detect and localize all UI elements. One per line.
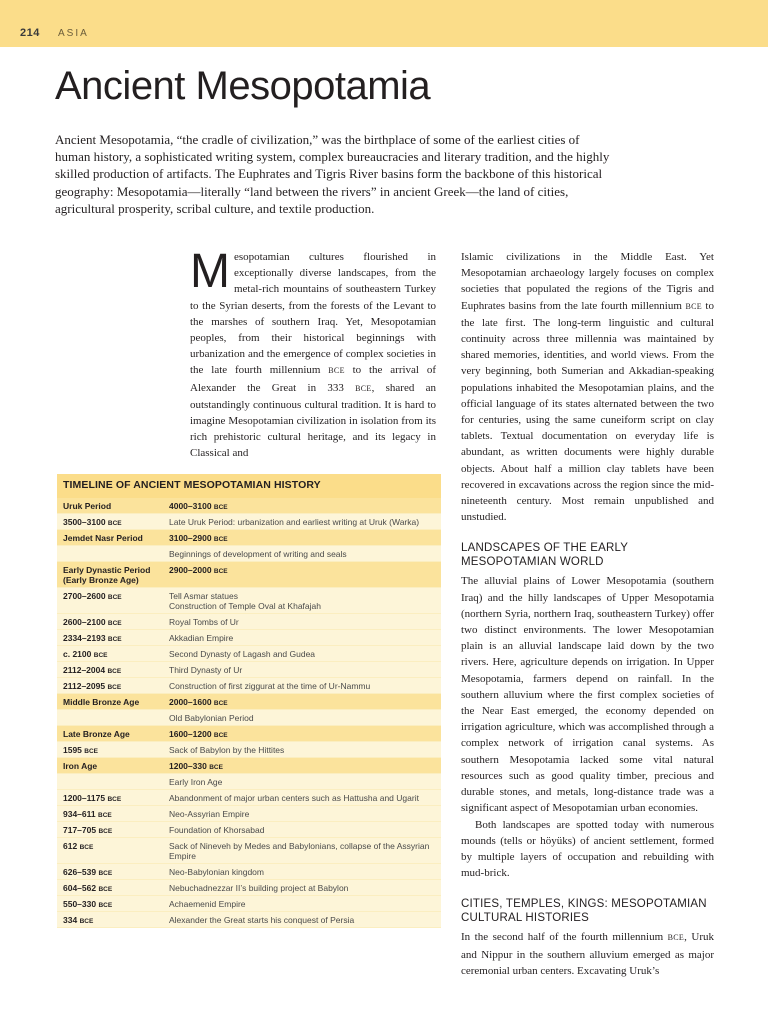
timeline-row xyxy=(57,774,441,790)
section-heading-cities: CITIES, TEMPLES, KINGS: MESOPOTAMIAN CULTURAL HISTORIES xyxy=(461,898,707,925)
timeline-period: 1595 BCE xyxy=(63,745,99,755)
drop-cap: M xyxy=(190,245,230,298)
section-heading-landscapes: LANDSCAPES OF THE EARLY MESOPOTAMIAN WORLD xyxy=(461,542,628,569)
timeline-row xyxy=(57,514,441,530)
timeline-period: c. 2100 BCE xyxy=(63,649,108,659)
timeline-description: Abandonment of major urban centers such as Hattusha and Ugarit xyxy=(169,793,419,803)
timeline-description: 2900–2000 BCE xyxy=(169,565,228,575)
timeline-row xyxy=(57,726,441,742)
body-paragraph: Islamic civilizations in the Middle East. Yet Mesopotamian archaeology largely focuses on complex societies that populated the regions of the Tigris and Euphrates basins from the late fourth millennium BCE to the late first. The long-term linguistic and cultural continuity across three millennia was maintained by shared memories, identities, and world views. From the very beginning, both Sumerian and Akkadian-speaking populations inhabited the Mesopotamian plains, and the official language of its states alternated between the two for centuries, using the same cuneiform script on clay tablets. Textual documentation on everyday life is abundant, as written documents were highly durable objects. About half a million clay tablets have been recovered in excavations across the region since the mid-nineteenth century. Most remain unpublished and unstudied. xyxy=(461,251,714,524)
timeline-row xyxy=(57,806,441,822)
timeline-title: TIMELINE OF ANCIENT MESOPOTAMIAN HISTORY xyxy=(57,474,441,498)
timeline-row xyxy=(57,546,441,562)
timeline-row xyxy=(57,588,441,614)
page-header-bar xyxy=(0,0,768,47)
timeline-period xyxy=(57,774,163,789)
timeline-description: 1200–330 BCE xyxy=(169,761,223,771)
timeline-period xyxy=(57,546,163,561)
timeline-description: Third Dynasty of Ur xyxy=(169,665,243,675)
timeline-period: Late Bronze Age xyxy=(63,729,130,739)
timeline-description: Foundation of Khorsabad xyxy=(169,825,265,835)
timeline-description: Construction of first ziggurat at the time of Ur-Nammu xyxy=(169,681,371,691)
timeline-row xyxy=(57,562,441,588)
timeline-period: 334 BCE xyxy=(63,915,94,925)
timeline-period: 717–705 BCE xyxy=(63,825,113,835)
timeline-row xyxy=(57,896,441,912)
timeline-period: 612 BCE xyxy=(63,841,94,851)
timeline-description: 1600–1200 BCE xyxy=(169,729,228,739)
timeline-description: Nebuchadnezzar II’s building project at Babylon xyxy=(169,883,349,893)
body-paragraph: The alluvial plains of Lower Mesopotamia (southern Iraq) and the hilly landscapes of Upper Mesopotamia (northern Syria, northern Iraq, southeastern Turkey) offer two distinct environments. The lower Mesopotamian plain is an alluvial landscape laid down by the two rivers. Here, agriculture depends on irrigation. In Upper Mesopotamia, farmers depend on rainfall. In the southern alluvium where the first complex societies of the Near East emerged, the economy depended on irrigation agriculture, which was accomplished through a complex network of irrigation canal systems. As southern Mesopotamia lacked some vital natural resources such as good quality timber, precious and durable stones, and metals, long-distance trade was a significant aspect of Mesopotamian urban economies. xyxy=(461,575,714,815)
timeline-description: 3100–2900 BCE xyxy=(169,533,228,543)
timeline-period: 3500–3100 BCE xyxy=(63,517,122,527)
timeline-description: Tell Asmar statues Construction of Temple Oval at Khafajah xyxy=(169,591,321,611)
timeline-row xyxy=(57,614,441,630)
timeline-description: Second Dynasty of Lagash and Gudea xyxy=(169,649,316,659)
timeline-row xyxy=(57,838,441,864)
timeline-period: 626–539 BCE xyxy=(63,867,113,877)
timeline-description: Neo-Babylonian kingdom xyxy=(169,867,264,877)
intro-paragraph: Ancient Mesopotamia, “the cradle of civilization,” was the birthplace of some of the earliest cities of human history, a sophisticated writing system, complex bureaucracies and literary tradition, and the highly skilled production of artifacts. The Euphrates and Tigris River basins form the backbone of this historical geography: Mesopotamia—literally “land between the rivers” in ancient Greek—the land of cities, agricultural prosperity, scribal culture, and textile production. xyxy=(55,132,610,216)
timeline-row xyxy=(57,742,441,758)
body-column-2 xyxy=(461,249,714,979)
timeline-description: Beginnings of development of writing and seals xyxy=(169,549,347,559)
timeline-row xyxy=(57,530,441,546)
timeline-period: Middle Bronze Age xyxy=(63,697,140,707)
timeline-row xyxy=(57,880,441,896)
timeline-row xyxy=(57,694,441,710)
timeline-description: Royal Tombs of Ur xyxy=(169,617,239,627)
timeline-description: 2000–1600 BCE xyxy=(169,697,228,707)
timeline-row xyxy=(57,758,441,774)
timeline-rows xyxy=(57,498,441,928)
timeline-period: 604–562 BCE xyxy=(63,883,113,893)
timeline-description: Old Babylonian Period xyxy=(169,713,254,723)
timeline-period xyxy=(57,710,163,725)
timeline-period: 2700–2600 BCE xyxy=(63,591,122,601)
section-label: ASIA xyxy=(58,28,89,39)
timeline-period: 2334–2193 BCE xyxy=(63,633,122,643)
body-paragraph: In the second half of the fourth millennium BCE, Uruk and Nippur in the southern alluvium emerged as major ceremonial urban centers. Excavating Uruk’s xyxy=(461,931,715,977)
timeline-description: Sack of Nineveh by Medes and Babylonians, collapse of the Assyrian Empire xyxy=(169,841,430,861)
body-column-1 xyxy=(190,245,437,462)
timeline-description: Late Uruk Period: urbanization and earliest writing at Uruk (Warka) xyxy=(169,517,420,527)
timeline-period: Jemdet Nasr Period xyxy=(63,533,143,543)
timeline-row xyxy=(57,710,441,726)
timeline-description: Neo-Assyrian Empire xyxy=(169,809,250,819)
body-paragraph: Both landscapes are spotted today with numerous mounds (tells or höyüks) of ancient settlement, formed by multiple layers of occupation and rebuilding with mud-brick. xyxy=(461,818,714,880)
timeline-description: 4000–3100 BCE xyxy=(169,501,228,511)
timeline-row xyxy=(57,646,441,662)
timeline-period: Early Dynastic Period (Early Bronze Age) xyxy=(63,565,151,585)
timeline-description: Sack of Babylon by the Hittites xyxy=(169,745,285,755)
timeline-table xyxy=(57,474,441,928)
timeline-row xyxy=(57,498,441,514)
timeline-period: Iron Age xyxy=(63,761,98,771)
timeline-period: 2600–2100 BCE xyxy=(63,617,122,627)
timeline-row xyxy=(57,790,441,806)
timeline-row xyxy=(57,912,441,928)
timeline-row xyxy=(57,630,441,646)
timeline-description: Early Iron Age xyxy=(169,777,223,787)
timeline-period: 934–611 BCE xyxy=(63,809,112,819)
timeline-period: 2112–2004 BCE xyxy=(63,665,122,675)
timeline-description: Akkadian Empire xyxy=(169,633,234,643)
timeline-row xyxy=(57,822,441,838)
timeline-period: 1200–1175 BCE xyxy=(63,793,122,803)
timeline-row xyxy=(57,662,441,678)
timeline-period: Uruk Period xyxy=(63,501,112,511)
body-paragraph: Mesopotamian cultures flourished in exceptionally diverse landscapes, from the metal-rich mountains of southeastern Turkey to the Syrian deserts, from the forests of the Levant to the marshes of southern Iraq. Yet, Mesopotamian peoples, from their historical beginnings with urbanization and the emergence of complex societies in the late fourth millennium BCE to the arrival of Alexander the Great in 333 BCE, shared an outstandingly continuous cultural tradition. It is hard to imagine Mesopotamian civilization in isolation from its rich prehistoric cultural heritage, and its legacy in Classical and xyxy=(190,245,437,460)
timeline-description: Alexander the Great starts his conquest of Persia xyxy=(169,915,355,925)
page-number: 214 xyxy=(20,27,40,39)
page-title: Ancient Mesopotamia xyxy=(55,64,431,108)
timeline-period: 550–330 BCE xyxy=(63,899,113,909)
timeline-row xyxy=(57,678,441,694)
timeline-row xyxy=(57,864,441,880)
timeline-period: 2112–2095 BCE xyxy=(63,681,122,691)
timeline-description: Achaemenid Empire xyxy=(169,899,246,909)
